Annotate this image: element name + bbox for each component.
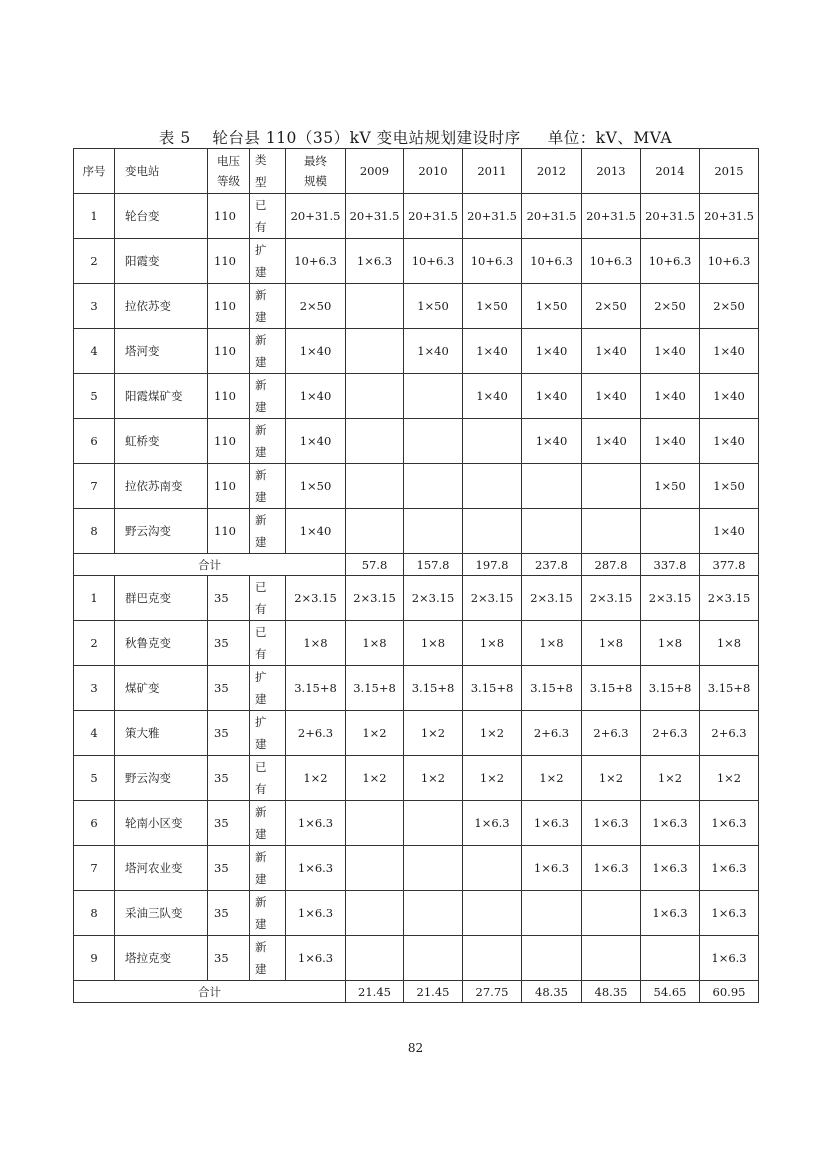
year-capacity xyxy=(404,374,463,419)
substation-name: 拉依苏变 xyxy=(115,284,208,329)
year-capacity: 1×40 xyxy=(641,374,700,419)
total-value: 197.8 xyxy=(463,554,522,576)
substation-name: 群巴克变 xyxy=(115,576,208,621)
year-capacity: 1×6.3 xyxy=(582,801,641,846)
year-capacity xyxy=(404,464,463,509)
year-capacity: 1×8 xyxy=(582,621,641,666)
voltage-level: 35 xyxy=(208,576,250,621)
year-capacity xyxy=(582,936,641,981)
header-year-2014: 2014 xyxy=(641,149,700,194)
year-capacity: 1×50 xyxy=(522,284,582,329)
header-voltage: 电压 等级 xyxy=(208,149,250,194)
year-capacity: 1×40 xyxy=(582,419,641,464)
table-row xyxy=(74,509,759,554)
year-capacity: 20+31.5 xyxy=(700,194,759,239)
year-capacity xyxy=(582,464,641,509)
year-capacity: 1×40 xyxy=(582,374,641,419)
header-no: 序号 xyxy=(74,149,115,194)
year-capacity xyxy=(522,464,582,509)
total-value: 21.45 xyxy=(346,981,404,1003)
year-capacity: 20+31.5 xyxy=(463,194,522,239)
year-capacity: 3.15+8 xyxy=(641,666,700,711)
substation-name: 轮南小区变 xyxy=(115,801,208,846)
year-capacity: 1×40 xyxy=(522,329,582,374)
substation-name: 塔拉克变 xyxy=(115,936,208,981)
build-type: 新 建 xyxy=(250,329,286,374)
year-capacity xyxy=(463,419,522,464)
header-year-2012: 2012 xyxy=(522,149,582,194)
year-capacity xyxy=(346,419,404,464)
year-capacity: 1×2 xyxy=(700,756,759,801)
substation-name: 虹桥变 xyxy=(115,419,208,464)
row-number: 7 xyxy=(74,464,115,509)
row-number: 1 xyxy=(74,576,115,621)
table-title: 表 5 轮台县 110（35）kV 变电站规划建设时序 单位：kV、MVA xyxy=(158,129,673,147)
year-capacity: 3.15+8 xyxy=(404,666,463,711)
header-row xyxy=(74,149,759,194)
year-capacity: 1×6.3 xyxy=(641,846,700,891)
build-type: 新 建 xyxy=(250,936,286,981)
substation-name: 阳霞煤矿变 xyxy=(115,374,208,419)
header-final-scale: 最终 规模 xyxy=(286,149,346,194)
page-number: 82 xyxy=(407,1041,424,1055)
final-scale: 20+31.5 xyxy=(286,194,346,239)
total-value: 27.75 xyxy=(463,981,522,1003)
year-capacity: 1×2 xyxy=(582,756,641,801)
year-capacity: 10+6.3 xyxy=(522,239,582,284)
year-capacity xyxy=(346,284,404,329)
row-number: 1 xyxy=(74,194,115,239)
total-value: 157.8 xyxy=(404,554,463,576)
header-substation: 变电站 xyxy=(115,149,208,194)
year-capacity: 10+6.3 xyxy=(641,239,700,284)
year-capacity: 1×40 xyxy=(700,329,759,374)
year-capacity: 1×8 xyxy=(641,621,700,666)
year-capacity xyxy=(641,936,700,981)
header-year-2009: 2009 xyxy=(346,149,404,194)
year-capacity: 2×3.15 xyxy=(346,576,404,621)
year-capacity: 2×50 xyxy=(641,284,700,329)
year-capacity xyxy=(404,846,463,891)
year-capacity: 20+31.5 xyxy=(346,194,404,239)
year-capacity: 3.15+8 xyxy=(346,666,404,711)
build-type: 新 建 xyxy=(250,419,286,464)
final-scale: 1×8 xyxy=(286,621,346,666)
year-capacity: 3.15+8 xyxy=(522,666,582,711)
total-label: 合计 xyxy=(74,981,346,1003)
total-row xyxy=(74,554,759,576)
year-capacity: 1×40 xyxy=(404,329,463,374)
final-scale: 1×6.3 xyxy=(286,891,346,936)
voltage-level: 35 xyxy=(208,666,250,711)
year-capacity: 2×50 xyxy=(700,284,759,329)
year-capacity: 2+6.3 xyxy=(700,711,759,756)
year-capacity xyxy=(346,464,404,509)
voltage-level: 110 xyxy=(208,374,250,419)
table-row xyxy=(74,936,759,981)
year-capacity xyxy=(463,509,522,554)
year-capacity: 2×3.15 xyxy=(522,576,582,621)
table-row xyxy=(74,239,759,284)
voltage-level: 110 xyxy=(208,239,250,284)
build-type: 新 建 xyxy=(250,464,286,509)
table-row xyxy=(74,801,759,846)
table-row xyxy=(74,756,759,801)
year-capacity: 1×6.3 xyxy=(641,891,700,936)
year-capacity: 1×8 xyxy=(463,621,522,666)
year-capacity: 2×3.15 xyxy=(404,576,463,621)
substation-name: 拉依苏南变 xyxy=(115,464,208,509)
year-capacity: 1×6.3 xyxy=(700,936,759,981)
substation-name: 阳霞变 xyxy=(115,239,208,284)
final-scale: 1×40 xyxy=(286,509,346,554)
year-capacity xyxy=(404,891,463,936)
year-capacity: 1×50 xyxy=(641,464,700,509)
year-capacity: 1×40 xyxy=(463,374,522,419)
year-capacity: 1×50 xyxy=(463,284,522,329)
final-scale: 1×50 xyxy=(286,464,346,509)
year-capacity: 1×6.3 xyxy=(641,801,700,846)
substation-name: 塔河农业变 xyxy=(115,846,208,891)
substation-name: 塔河变 xyxy=(115,329,208,374)
build-type: 扩 建 xyxy=(250,666,286,711)
total-row xyxy=(74,981,759,1003)
voltage-level: 35 xyxy=(208,756,250,801)
row-number: 6 xyxy=(74,801,115,846)
substation-plan-table xyxy=(73,148,759,1003)
year-capacity: 1×2 xyxy=(641,756,700,801)
year-capacity: 3.15+8 xyxy=(463,666,522,711)
year-capacity: 1×40 xyxy=(700,374,759,419)
build-type: 已 有 xyxy=(250,621,286,666)
year-capacity: 1×2 xyxy=(522,756,582,801)
total-value: 48.35 xyxy=(522,981,582,1003)
year-capacity: 1×40 xyxy=(641,329,700,374)
substation-name: 煤矿变 xyxy=(115,666,208,711)
year-capacity xyxy=(582,509,641,554)
year-capacity: 1×40 xyxy=(700,419,759,464)
year-capacity xyxy=(346,846,404,891)
substation-name: 采油三队变 xyxy=(115,891,208,936)
year-capacity: 1×40 xyxy=(700,509,759,554)
header-year-2011: 2011 xyxy=(463,149,522,194)
year-capacity: 1×8 xyxy=(522,621,582,666)
year-capacity xyxy=(463,846,522,891)
build-type: 新 建 xyxy=(250,374,286,419)
year-capacity: 1×6.3 xyxy=(522,846,582,891)
year-capacity: 1×2 xyxy=(463,711,522,756)
year-capacity: 2×3.15 xyxy=(641,576,700,621)
year-capacity: 1×2 xyxy=(404,756,463,801)
table-row xyxy=(74,711,759,756)
year-capacity: 10+6.3 xyxy=(404,239,463,284)
row-number: 2 xyxy=(74,239,115,284)
year-capacity: 1×40 xyxy=(463,329,522,374)
year-capacity: 2×50 xyxy=(582,284,641,329)
build-type: 新 建 xyxy=(250,801,286,846)
year-capacity: 3.15+8 xyxy=(582,666,641,711)
year-capacity xyxy=(522,891,582,936)
row-number: 2 xyxy=(74,621,115,666)
year-capacity xyxy=(346,509,404,554)
final-scale: 1×2 xyxy=(286,756,346,801)
voltage-level: 110 xyxy=(208,464,250,509)
header-year-2015: 2015 xyxy=(700,149,759,194)
year-capacity: 3.15+8 xyxy=(700,666,759,711)
row-number: 4 xyxy=(74,711,115,756)
total-value: 60.95 xyxy=(700,981,759,1003)
final-scale: 2+6.3 xyxy=(286,711,346,756)
final-scale: 10+6.3 xyxy=(286,239,346,284)
build-type: 扩 建 xyxy=(250,239,286,284)
year-capacity: 1×40 xyxy=(522,374,582,419)
build-type: 已 有 xyxy=(250,194,286,239)
year-capacity xyxy=(346,936,404,981)
total-value: 54.65 xyxy=(641,981,700,1003)
build-type: 已 有 xyxy=(250,756,286,801)
table-row xyxy=(74,329,759,374)
row-number: 5 xyxy=(74,756,115,801)
voltage-level: 35 xyxy=(208,621,250,666)
substation-name: 轮台变 xyxy=(115,194,208,239)
total-value: 57.8 xyxy=(346,554,404,576)
year-capacity: 20+31.5 xyxy=(522,194,582,239)
final-scale: 1×6.3 xyxy=(286,846,346,891)
year-capacity: 1×40 xyxy=(522,419,582,464)
year-capacity: 2+6.3 xyxy=(522,711,582,756)
final-scale: 3.15+8 xyxy=(286,666,346,711)
substation-name: 秋鲁克变 xyxy=(115,621,208,666)
total-value: 337.8 xyxy=(641,554,700,576)
year-capacity: 1×2 xyxy=(346,756,404,801)
build-type: 已 有 xyxy=(250,576,286,621)
year-capacity: 10+6.3 xyxy=(463,239,522,284)
voltage-level: 35 xyxy=(208,846,250,891)
build-type: 新 建 xyxy=(250,846,286,891)
year-capacity: 10+6.3 xyxy=(582,239,641,284)
year-capacity: 2×3.15 xyxy=(700,576,759,621)
voltage-level: 110 xyxy=(208,284,250,329)
voltage-level: 35 xyxy=(208,936,250,981)
row-number: 8 xyxy=(74,891,115,936)
year-capacity: 1×6.3 xyxy=(700,891,759,936)
row-number: 7 xyxy=(74,846,115,891)
table-row xyxy=(74,419,759,464)
year-capacity xyxy=(522,936,582,981)
header-year-2010: 2010 xyxy=(404,149,463,194)
final-scale: 1×40 xyxy=(286,419,346,464)
year-capacity: 2+6.3 xyxy=(582,711,641,756)
total-value: 377.8 xyxy=(700,554,759,576)
voltage-level: 110 xyxy=(208,194,250,239)
total-label: 合计 xyxy=(74,554,346,576)
voltage-level: 35 xyxy=(208,711,250,756)
row-number: 8 xyxy=(74,509,115,554)
substation-name: 野云沟变 xyxy=(115,509,208,554)
year-capacity: 2+6.3 xyxy=(641,711,700,756)
year-capacity: 1×6.3 xyxy=(582,846,641,891)
year-capacity xyxy=(641,509,700,554)
table-row xyxy=(74,891,759,936)
row-number: 5 xyxy=(74,374,115,419)
year-capacity: 1×6.3 xyxy=(700,846,759,891)
year-capacity: 1×6.3 xyxy=(522,801,582,846)
table-row xyxy=(74,374,759,419)
year-capacity: 10+6.3 xyxy=(700,239,759,284)
table-row xyxy=(74,284,759,329)
year-capacity xyxy=(346,329,404,374)
build-type: 新 建 xyxy=(250,891,286,936)
final-scale: 1×40 xyxy=(286,329,346,374)
year-capacity: 20+31.5 xyxy=(641,194,700,239)
voltage-level: 35 xyxy=(208,891,250,936)
year-capacity: 20+31.5 xyxy=(582,194,641,239)
header-year-2013: 2013 xyxy=(582,149,641,194)
final-scale: 2×3.15 xyxy=(286,576,346,621)
row-number: 3 xyxy=(74,284,115,329)
header-type: 类 型 xyxy=(250,149,286,194)
year-capacity: 1×8 xyxy=(346,621,404,666)
year-capacity xyxy=(582,891,641,936)
year-capacity xyxy=(522,509,582,554)
year-capacity: 20+31.5 xyxy=(404,194,463,239)
voltage-level: 35 xyxy=(208,801,250,846)
row-number: 3 xyxy=(74,666,115,711)
table-row xyxy=(74,621,759,666)
year-capacity: 1×8 xyxy=(700,621,759,666)
year-capacity: 1×2 xyxy=(404,711,463,756)
substation-name: 野云沟变 xyxy=(115,756,208,801)
year-capacity: 1×40 xyxy=(582,329,641,374)
total-value: 287.8 xyxy=(582,554,641,576)
final-scale: 2×50 xyxy=(286,284,346,329)
year-capacity: 1×6.3 xyxy=(463,801,522,846)
year-capacity xyxy=(404,419,463,464)
year-capacity: 1×6.3 xyxy=(700,801,759,846)
table-row xyxy=(74,194,759,239)
year-capacity: 2×3.15 xyxy=(463,576,522,621)
year-capacity: 1×2 xyxy=(346,711,404,756)
year-capacity xyxy=(404,509,463,554)
total-value: 237.8 xyxy=(522,554,582,576)
voltage-level: 110 xyxy=(208,419,250,464)
year-capacity: 1×40 xyxy=(641,419,700,464)
year-capacity: 1×8 xyxy=(404,621,463,666)
table-row xyxy=(74,846,759,891)
year-capacity: 2×3.15 xyxy=(582,576,641,621)
year-capacity xyxy=(404,936,463,981)
total-value: 21.45 xyxy=(404,981,463,1003)
table-row xyxy=(74,576,759,621)
year-capacity: 1×50 xyxy=(700,464,759,509)
build-type: 新 建 xyxy=(250,284,286,329)
substation-name: 策大雅 xyxy=(115,711,208,756)
voltage-level: 110 xyxy=(208,509,250,554)
year-capacity xyxy=(463,464,522,509)
year-capacity: 1×6.3 xyxy=(346,239,404,284)
year-capacity xyxy=(463,891,522,936)
build-type: 扩 建 xyxy=(250,711,286,756)
final-scale: 1×6.3 xyxy=(286,936,346,981)
row-number: 9 xyxy=(74,936,115,981)
year-capacity: 1×2 xyxy=(463,756,522,801)
year-capacity xyxy=(346,891,404,936)
voltage-level: 110 xyxy=(208,329,250,374)
table-row xyxy=(74,666,759,711)
row-number: 6 xyxy=(74,419,115,464)
total-value: 48.35 xyxy=(582,981,641,1003)
final-scale: 1×40 xyxy=(286,374,346,419)
year-capacity xyxy=(346,374,404,419)
year-capacity xyxy=(404,801,463,846)
build-type: 新 建 xyxy=(250,509,286,554)
table-row xyxy=(74,464,759,509)
year-capacity xyxy=(463,936,522,981)
row-number: 4 xyxy=(74,329,115,374)
year-capacity: 1×50 xyxy=(404,284,463,329)
year-capacity xyxy=(346,801,404,846)
final-scale: 1×6.3 xyxy=(286,801,346,846)
